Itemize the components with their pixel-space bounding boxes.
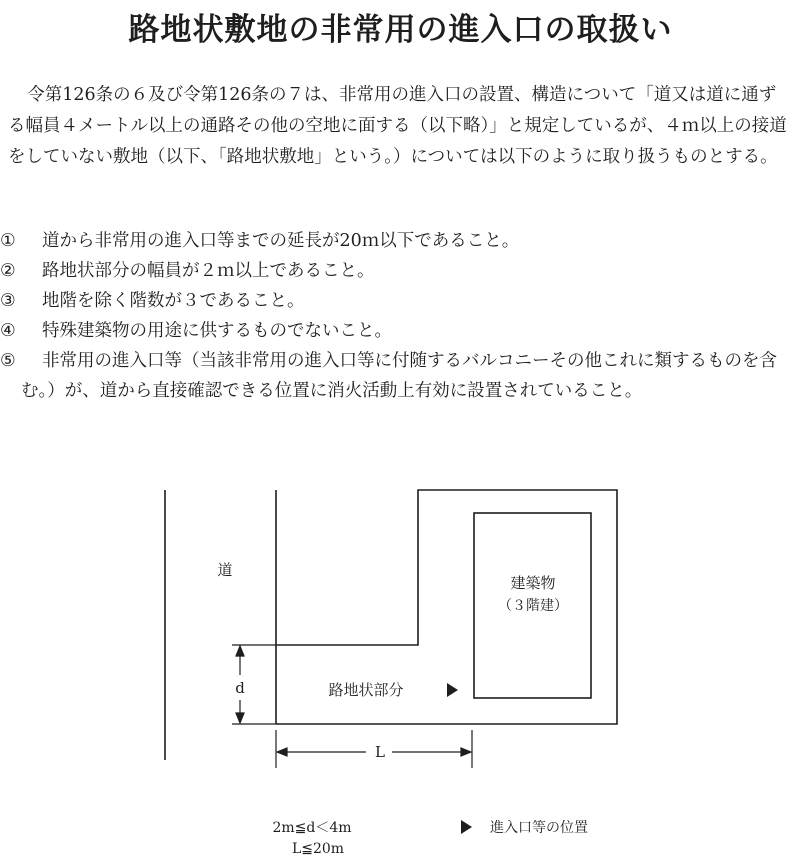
d-condition: 2m≦d＜4m — [272, 820, 352, 836]
d-arrow-down — [236, 713, 244, 723]
item-number: ④ — [0, 321, 16, 341]
item-text: 地階を除く階数が３であること。 — [42, 291, 305, 311]
l-arrow-left — [277, 748, 287, 756]
l-label: L — [375, 743, 385, 761]
item-number: ① — [0, 231, 16, 251]
entry-legend-label: 進入口等の位置 — [490, 820, 588, 836]
l-arrow-right — [461, 748, 471, 756]
page-title: 路地状敷地の非常用の進入口の取扱い — [128, 12, 673, 48]
l-condition: L≦20m — [291, 841, 345, 857]
strip-label: 路地状部分 — [328, 681, 404, 699]
item-number: ③ — [0, 291, 16, 311]
item-number: ⑤ — [0, 351, 16, 371]
building-floors-label: （３階建） — [498, 598, 568, 614]
item-text: 路地状部分の幅員が２ｍ以上であること。 — [42, 261, 375, 281]
legend-marker-icon — [461, 820, 472, 834]
road-label: 道 — [217, 561, 233, 579]
intro-paragraph: 令第126条の６及び令第126条の７は、非常用の進入口の設置、構造について「道又は道に通ずる幅員４メートル以上の通路その他の空地に面する（以下略）」と規定しているが、４ｍ以上の接道をしていない敷地（以下、「路地状敷地」という。）については以下のように取り扱うものとする。 — [8, 85, 787, 167]
building-label: 建築物 — [510, 574, 556, 592]
entry-marker-icon — [447, 683, 458, 697]
d-label: d — [235, 679, 245, 697]
item-text: 特殊建築物の用途に供するものでないこと。 — [42, 321, 392, 341]
d-arrow-up — [236, 646, 244, 656]
item-text: 道から非常用の進入口等までの延長が20ｍ以下であること。 — [42, 231, 520, 251]
item-number: ② — [0, 261, 16, 281]
item-text: 非常用の進入口等（当該非常用の進入口等に付随するバルコニーその他これに類するものを含む。）が、道から直接確認できる位置に消火活動上有効に設置されていること。 — [21, 351, 777, 401]
